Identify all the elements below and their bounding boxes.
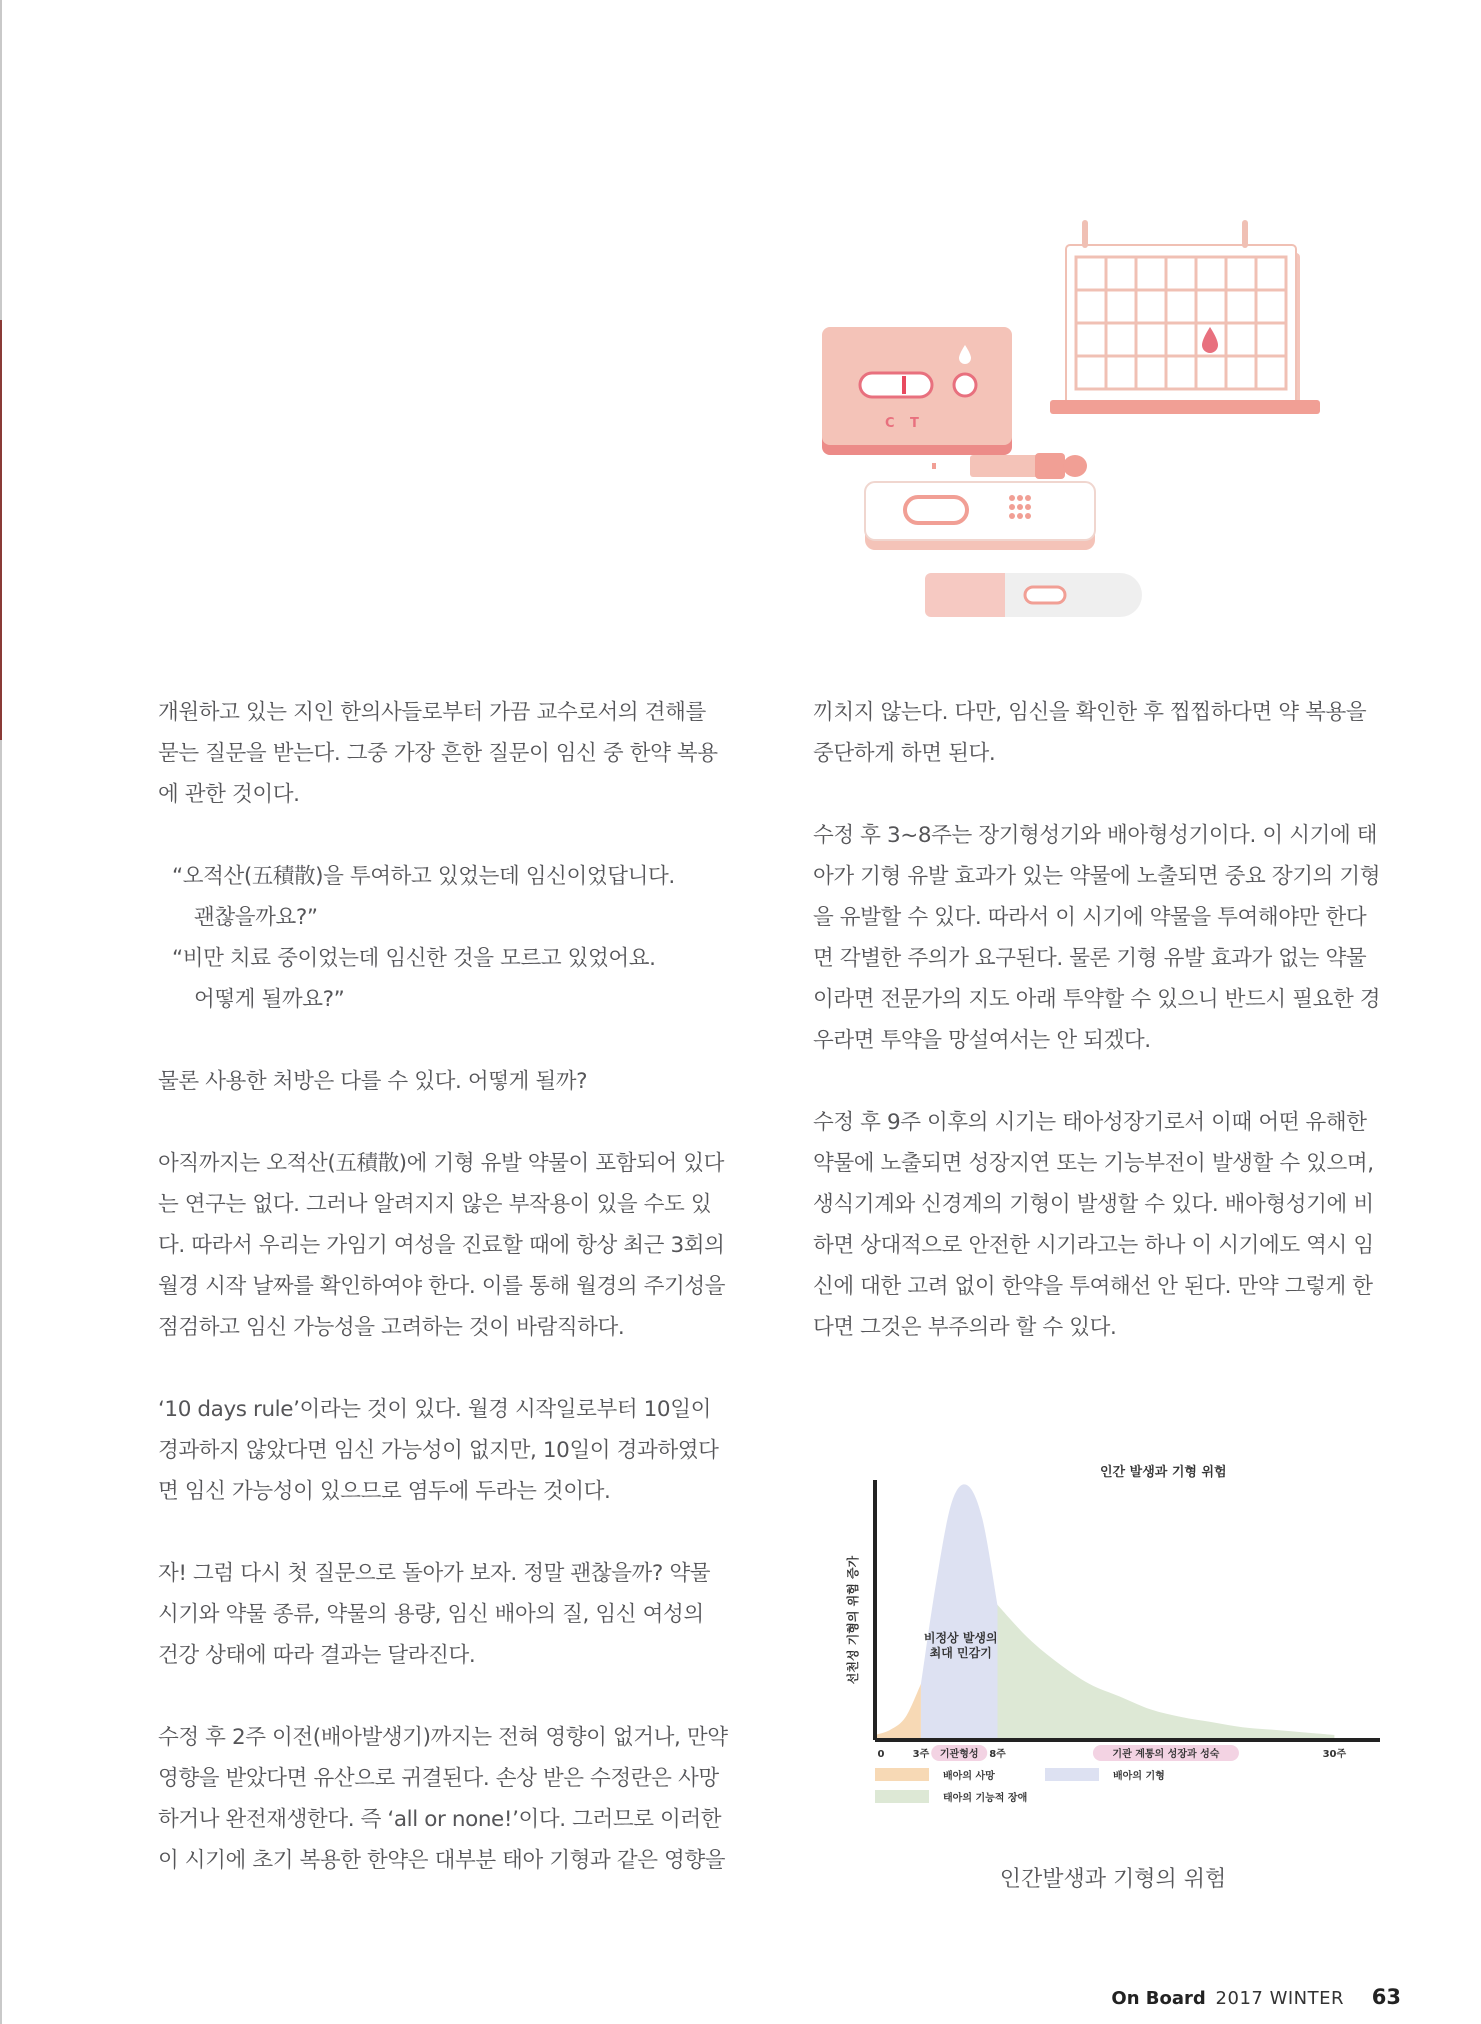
- text-line: 수정 후 2주 이전(배아발생기)까지는 전혀 영향이 없거나, 만약: [158, 1725, 728, 1750]
- text-line: 건강 상태에 따라 결과는 달라진다.: [158, 1643, 476, 1668]
- text-line: 아가 기형 유발 효과가 있는 약물에 노출되면 중요 장기의 기형: [813, 864, 1381, 889]
- text-line: 아직까지는 오적산(五積散)에 기형 유발 약물이 포함되어 있다: [158, 1151, 725, 1176]
- text-line: 시기와 약물 종류, 약물의 용량, 임신 배아의 질, 임신 여성의: [158, 1602, 704, 1627]
- legend-swatch: [875, 1790, 929, 1803]
- text-line: ‘10 days rule’이라는 것이 있다. 월경 시작일로부터 10일이: [158, 1397, 711, 1422]
- phase-area-2: [921, 1484, 998, 1740]
- x-tick-label: 0: [877, 1749, 885, 1760]
- chart-title: 인간 발생과 기형 위험: [1100, 1465, 1227, 1480]
- text-line: 을 유발할 수 있다. 따라서 이 시기에 약물을 투여해야만 한다: [813, 905, 1367, 930]
- right-text-column: [813, 692, 1413, 1348]
- text-line: 다면 그것은 부주의라 할 수 있다.: [813, 1315, 1117, 1340]
- period-label: 기관 계통의 성장과 성숙: [1112, 1749, 1220, 1760]
- x-tick-label: 8주: [989, 1749, 1006, 1760]
- text-line: 약물에 노출되면 성장지연 또는 기능부전이 발생할 수 있으며,: [813, 1151, 1374, 1176]
- text-line: 생식기계와 신경계의 기형이 발생할 수 있다. 배아형성기에 비: [813, 1192, 1374, 1217]
- test-mark-t: T: [910, 416, 919, 431]
- page-edge-line: [0, 0, 2, 2024]
- text-line: 우라면 투약을 망설여서는 안 되겠다.: [813, 1028, 1151, 1053]
- text-line: 는 연구는 없다. 그러나 알려지지 않은 부작용이 있을 수도 있: [158, 1192, 712, 1217]
- text-line: 중단하게 하면 된다.: [813, 741, 996, 766]
- test-mark-c: C: [885, 416, 895, 431]
- calendar-icon: [1050, 220, 1320, 414]
- text-line: 이 시기에 초기 복용한 한약은 대부분 태아 기형과 같은 영향을: [158, 1848, 726, 1873]
- page-footer: [1111, 1985, 1401, 2009]
- quote-line: 괜찮을까요?”: [194, 905, 318, 930]
- text-line: 점검하고 임신 가능성을 고려하는 것이 바람직하다.: [158, 1315, 625, 1340]
- page-edge-marker: [0, 320, 2, 740]
- period-label: 기관형성: [939, 1749, 979, 1760]
- teratogenic-risk-chart: [835, 1450, 1395, 1830]
- text-line: 하면 상대적으로 안전한 시기라고는 하나 이 시기에도 역시 임: [813, 1233, 1374, 1258]
- text-line: 이라면 전문가의 지도 아래 투약할 수 있으니 반드시 필요한 경: [813, 987, 1381, 1012]
- text-line: 영향을 받았다면 유산으로 귀결된다. 손상 받은 수정란은 사망: [158, 1766, 719, 1791]
- text-line: 묻는 질문을 받는다. 그중 가장 흔한 질문이 임신 중 한약 복용: [158, 741, 718, 766]
- peak-label-line: 비정상 발생의: [923, 1631, 998, 1645]
- text-line: 신에 대한 고려 없이 한약을 투여해선 안 된다. 만약 그렇게 한: [813, 1274, 1373, 1299]
- magazine-name: On Board: [1111, 1988, 1206, 2009]
- text-line: 면 임신 가능성이 있으므로 염두에 두라는 것이다.: [158, 1479, 611, 1504]
- x-tick-label: 3주: [912, 1749, 930, 1760]
- pregnancy-test-illustration: [820, 215, 1340, 635]
- y-axis-label: 선천성 기형의 위험 증가: [846, 1555, 860, 1685]
- pen-test-icon: [932, 453, 1087, 479]
- quote-line: “오적산(五積散)을 투여하고 있었는데 임신이었답니다.: [172, 864, 675, 889]
- text-line: 끼치지 않는다. 다만, 임신을 확인한 후 찝찝하다면 약 복용을: [813, 700, 1367, 725]
- x-tick-label: 30주: [1322, 1749, 1347, 1760]
- left-text-column: [158, 692, 758, 1881]
- legend-swatch: [875, 1768, 929, 1781]
- legend-label: 배아의 사망: [943, 1771, 995, 1782]
- text-line: 다. 따라서 우리는 가임기 여성을 진료할 때에 항상 최근 3회의: [158, 1233, 725, 1258]
- chart-caption: 인간발생과 기형의 위험: [999, 1867, 1227, 1892]
- legend-swatch: [1045, 1768, 1099, 1781]
- legend-label: 태아의 기능적 장애: [943, 1793, 1028, 1804]
- phase-area-1: [875, 1684, 921, 1740]
- quote-block: [158, 856, 758, 1020]
- legend-label: 배아의 기형: [1113, 1771, 1165, 1782]
- text-line: 월경 시작 날짜를 확인하여야 한다. 이를 통해 월경의 주기성을: [158, 1274, 726, 1299]
- text-line: 경과하지 않았다면 임신 가능성이 없지만, 10일이 경과하였다: [158, 1438, 719, 1463]
- text-line: 수정 후 9주 이후의 시기는 태아성장기로서 이때 어떤 유해한: [813, 1110, 1367, 1135]
- text-line: 면 각별한 주의가 요구된다. 물론 기형 유발 효과가 없는 약물: [813, 946, 1367, 971]
- digital-test-icon: [865, 482, 1095, 550]
- page-number: 63: [1371, 1985, 1401, 2009]
- text-line: 수정 후 3~8주는 장기형성기와 배아형성기이다. 이 시기에 태: [813, 823, 1378, 848]
- text-line: 개원하고 있는 지인 한의사들로부터 가끔 교수로서의 견해를: [158, 700, 706, 725]
- issue-season: 2017 WINTER: [1215, 1988, 1345, 2009]
- quote-line: “비만 치료 중이었는데 임신한 것을 모르고 있었어요.: [172, 946, 656, 971]
- text-line: 하거나 완전재생한다. 즉 ‘all or none!’이다. 그러므로 이러한: [158, 1807, 722, 1832]
- stick-test-icon: [925, 573, 1142, 617]
- peak-label-line: 최대 민감기: [929, 1646, 992, 1660]
- text-line: 에 관한 것이다.: [158, 782, 300, 807]
- text-line: 자! 그럼 다시 첫 질문으로 돌아가 보자. 정말 괜찮을까? 약물: [158, 1561, 711, 1586]
- text-line: 물론 사용한 처방은 다를 수 있다. 어떻게 될까?: [158, 1069, 588, 1094]
- phase-area-3: [998, 1605, 1335, 1740]
- test-cassette-icon: [822, 327, 1012, 455]
- quote-line: 어떻게 될까요?”: [194, 987, 345, 1012]
